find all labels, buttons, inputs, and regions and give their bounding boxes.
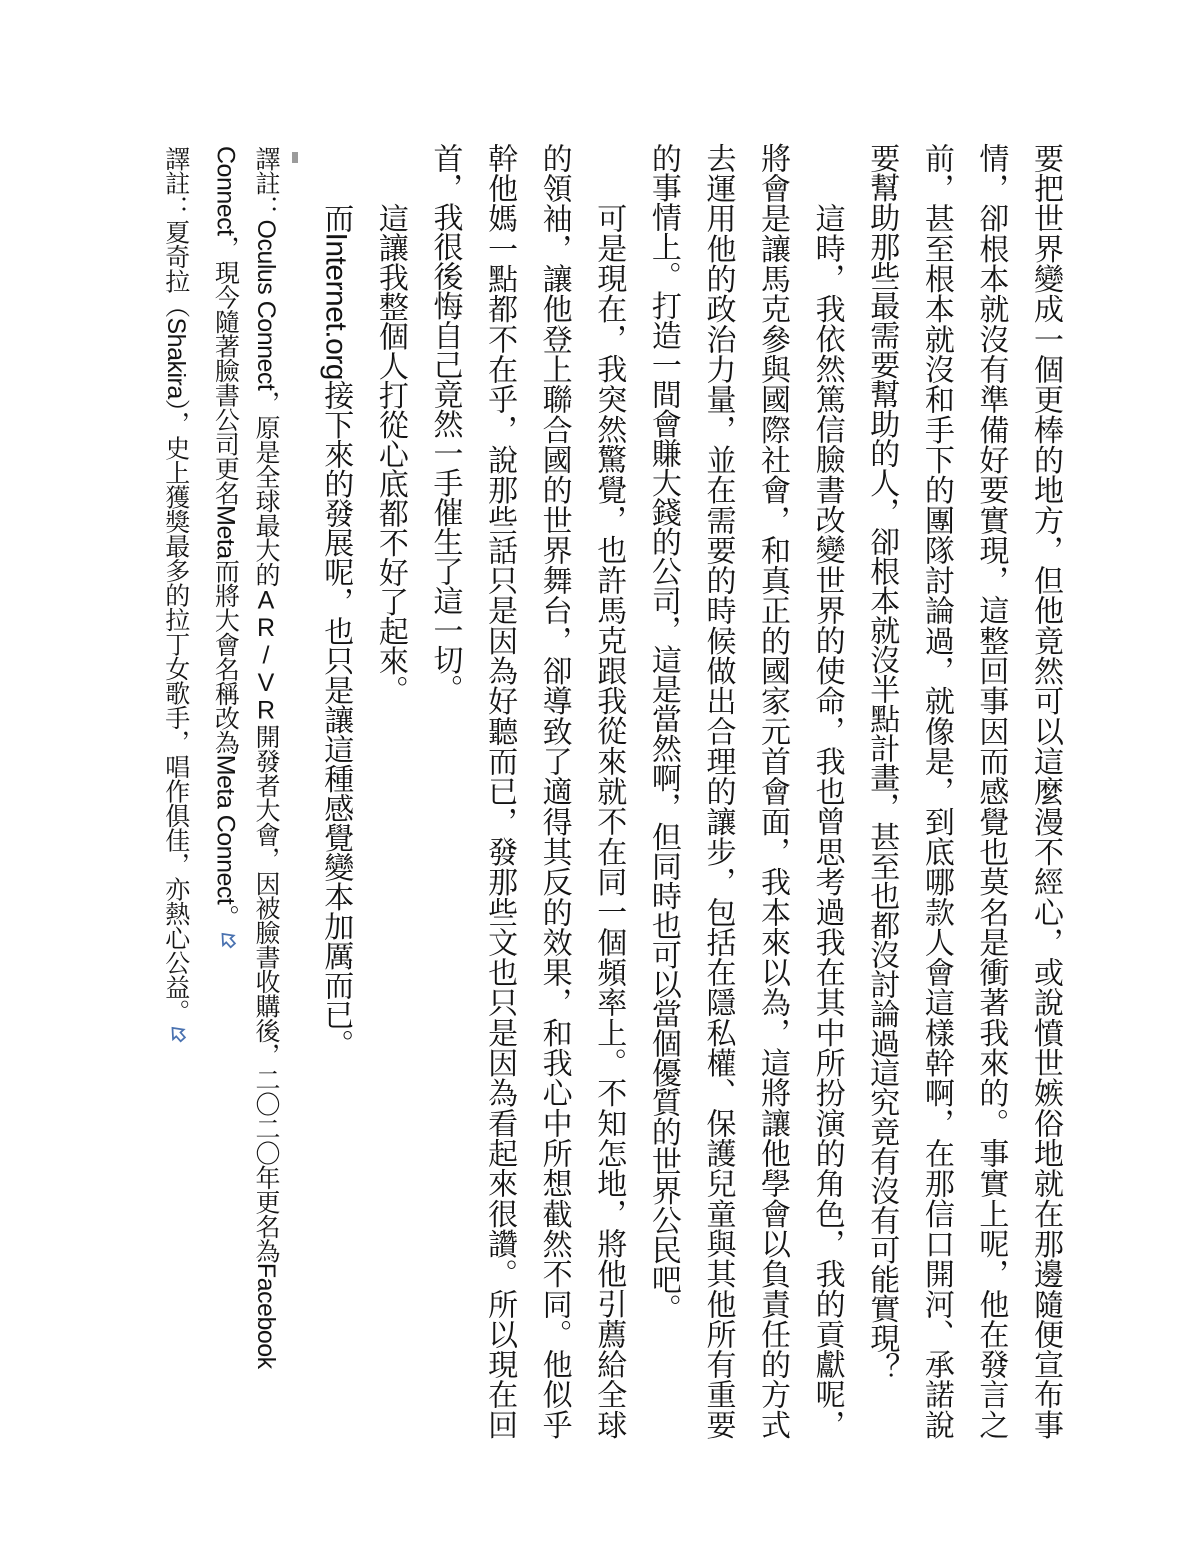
paragraph-5: 而Internet.org接下來的發展呢，也只是讓這種感覺變本加厲而已。 — [319, 203, 353, 1059]
paragraph-2: 這時，我依然篤信臉書改變世界的使命，我也曾思考過我在其中所扮演的角色，我的貢獻呢，將會是讓馬克參與國際社會，和真正的國家元首會面，我本來以為，這將讓他學會以負責任的方式去運用他的政治力量，並在需要的時候做出合理的讓步，包括在隱私權、保護兒童與其他所有重要的事情上。打造一間會賺大錢的公司，這是當然啊，但同時也可以當個優質的世界公民吧。 — [646, 143, 844, 1439]
footnote-1-text: 譯註：Oculus Connect，原是全球最大的 — [252, 146, 280, 587]
paragraph-1: 要把世界變成一個更棒的地方，但他竟然可以這麼漫不經心，或說憤世嫉俗地就在那邊隨便宣布事情，卻根本就沒有準備好要實現，這整回事因而感覺也莫名是衝著我來的。事實上呢，他在發言之前，甚至根本就沒和手下的團隊討論過，就像是，到底哪款人會這樣幹啊，在那信口開河、承諾說要幫助那些最需要幫助的人，卻根本就沒半點計畫，甚至也都沒討論過這究竟有沒有可能實現？ — [865, 143, 1062, 1439]
footnotes-block — [157, 146, 284, 1436]
footnote-1-text-upright: AR/VR — [252, 586, 280, 724]
footnote-1 — [206, 146, 284, 1436]
footnote-1-text-cont: 開發者大會，因被臉書收購後，二〇二〇年更名為Facebook Connect，現今隨著臉書公司更名Meta而將大會名稱改為Meta Connect。 — [211, 146, 280, 1369]
return-arrow-icon[interactable] — [167, 1023, 189, 1045]
footnote-2-text: 譯註：夏奇拉（Shakira），史上獲獎最多的拉丁女歌手，唱作俱佳，亦熱心公益。 — [161, 146, 190, 1024]
paragraph-3: 可是現在，我突然驚覺，也許馬克跟我從來就不在同一個頻率上。不知怎地，將他引薦給全球的領袖，讓他登上聯合國的世界舞台，卻導致了適得其反的效果，和我心中所想截然不同。他似乎幹他媽一點都不在乎，說那些話只是因為好聽而已，發那些文也只是因為看起來很讚。所以現在回首，我很後悔自己竟然一手催生了這一切。 — [428, 143, 626, 1439]
body-text — [308, 143, 1072, 1439]
paragraph-4: 這讓我整個人打從心底都不好了起來。 — [373, 203, 407, 705]
footnote-separator — [292, 152, 298, 163]
footnote-2 — [157, 146, 198, 1436]
return-arrow-icon[interactable] — [217, 929, 239, 951]
